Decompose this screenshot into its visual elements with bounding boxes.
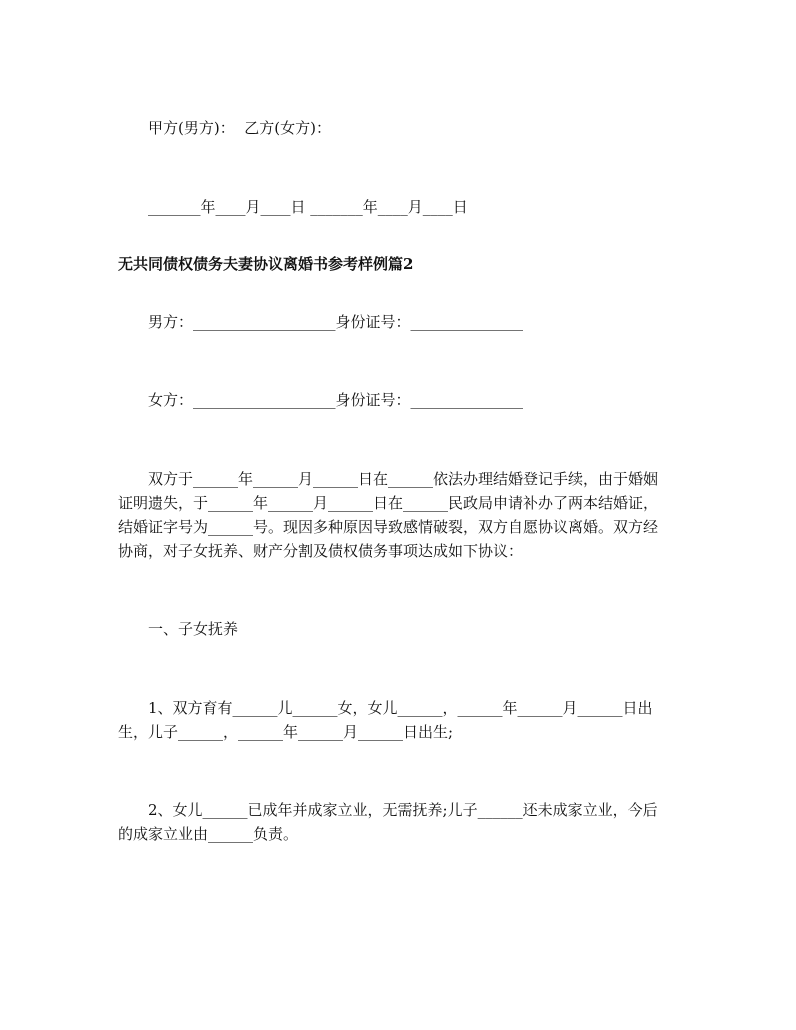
date-line: _______年____月____日 _______年____月____日 [148,198,468,216]
item-two: 2、女儿______已成年并成家立业，无需抚养;儿子______还未成家立业，今后 的成家立业由______负责。 [118,801,658,843]
section-one-title: 一、子女抚养 [148,620,239,638]
intro-paragraph: 双方于______年______月______日在______依法办理结婚登记手续，由于婚姻 证明遗失，于______年______月______日在______民政局申请补办了两本结婚证， 结婚证字号为______号。现因多种原因导致感情破裂，双方自愿协议离婚。双方经 协商，对子女抚养、财产分割及债权债务事项达成如下协议： [118,470,659,560]
woman-line: 女方：___________________身份证号：_______________ [148,391,524,409]
man-line: 男方：___________________身份证号：_______________ [148,313,524,331]
section-title: 无共同债权债务夫妻协议离婚书参考样例篇2 [118,255,414,273]
signature-line: 甲方(男方)： 乙方(女方)： [148,119,331,137]
item-one: 1、双方育有______儿______女，女儿______，______年______月______日出 生，儿子______，______年______月______日出生; [118,699,653,741]
